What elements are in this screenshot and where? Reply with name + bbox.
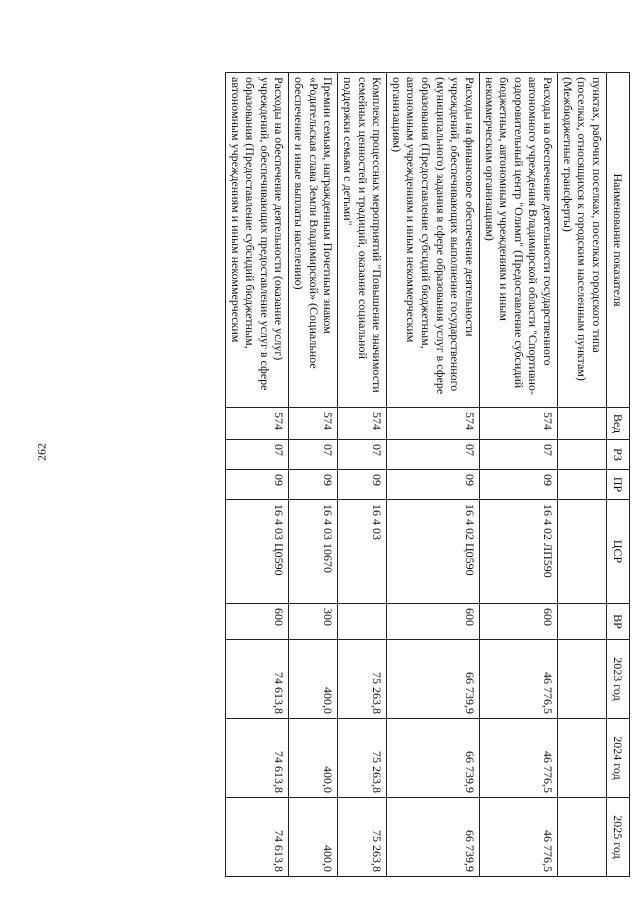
row-pr: 09	[338, 470, 387, 500]
row-2024	[558, 719, 607, 798]
page-number: 262	[34, 443, 49, 461]
row-rz	[558, 440, 607, 470]
table-row	[480, 73, 558, 877]
row-2025: 66 739,9	[387, 798, 480, 877]
row-vr: 600	[387, 604, 480, 640]
row-vr: 300	[289, 604, 338, 640]
row-csr	[558, 500, 607, 604]
row-2024: 400,0	[289, 719, 338, 798]
table-row	[226, 73, 290, 877]
row-vr: 600	[480, 604, 558, 640]
row-2023	[558, 640, 607, 719]
header-rz: РЗ	[607, 440, 630, 470]
row-vr	[338, 604, 387, 640]
row-name: Расходы на обеспечение деятельности государственного автономного учреждения Владимирской области "Спортивно-оздоровительный центр "Олимп" (Предоставление субсидий бюджетным, автономным учреждениям и иным некоммерческим организациям)	[480, 73, 558, 408]
row-name: Расходы на обеспечение деятельности (оказание услуг) учреждений, обеспечивающих предоставление услуг в сфере образования (Предоставление субсидий бюджетным, автономным учреждениям и иным некоммерческим	[226, 73, 290, 408]
row-pr: 09	[387, 470, 480, 500]
row-rz: 07	[338, 440, 387, 470]
header-2024: 2024 год	[607, 719, 630, 798]
row-pr: 09	[226, 470, 290, 500]
row-rz: 07	[289, 440, 338, 470]
row-name: Расходы на финансовое обеспечение деятельности учреждений, обеспечивающих выполнение государственного (муниципального) задания в сфере образования услуг в сфере образования (Предоставление субсидий бюджетным, автономным учреждениям и иным некоммерческим организациям)	[387, 73, 480, 408]
row-2023: 66 739,9	[387, 640, 480, 719]
table-row	[289, 73, 338, 877]
row-2024: 74 613,8	[226, 719, 290, 798]
row-rz: 07	[480, 440, 558, 470]
header-csr: ЦСР	[607, 500, 630, 604]
header-ved: Вед	[607, 408, 630, 440]
row-name: Комплекс процессных мероприятий "Повышение значимости семейных ценностей и традиций, оказание социальной поддержки семьям с детьми"	[338, 73, 387, 408]
row-rz: 07	[387, 440, 480, 470]
row-2025: 75 263,8	[338, 798, 387, 877]
row-pr	[558, 470, 607, 500]
row-2023: 46 776,5	[480, 640, 558, 719]
row-pr: 09	[289, 470, 338, 500]
row-name: Премии семьям, награжденным Почетным знаком «Родительская слава Земли Владимирской» (Социальное обеспечение и иные выплаты населению)	[289, 73, 338, 408]
header-name: Наименование показателя	[607, 73, 630, 408]
row-csr: 16 4 02 Ц0590	[387, 500, 480, 604]
row-2025: 74 613,8	[226, 798, 290, 877]
table-row	[338, 73, 387, 877]
row-csr: 16 4 02 ЛП590	[480, 500, 558, 604]
header-pr: ПР	[607, 470, 630, 500]
row-2023: 75 263,8	[338, 640, 387, 719]
row-ved	[558, 408, 607, 440]
row-2023: 74 613,8	[226, 640, 290, 719]
budget-table	[225, 72, 630, 877]
table-row	[558, 73, 607, 877]
row-2024: 46 776,5	[480, 719, 558, 798]
row-rz: 07	[226, 440, 290, 470]
row-ved: 574	[338, 408, 387, 440]
row-vr	[558, 604, 607, 640]
row-ved: 574	[289, 408, 338, 440]
row-csr: 16 4 03 Ц0590	[226, 500, 290, 604]
table-header-row	[607, 73, 630, 877]
table-row	[387, 73, 480, 877]
row-pr: 09	[480, 470, 558, 500]
header-vr: ВР	[607, 604, 630, 640]
header-2025: 2025 год	[607, 798, 630, 877]
row-2024: 66 739,9	[387, 719, 480, 798]
row-2024: 75 263,8	[338, 719, 387, 798]
row-csr: 16 4 03	[338, 500, 387, 604]
row-ved: 574	[226, 408, 290, 440]
rotated-table-wrapper	[75, 72, 630, 877]
row-2025	[558, 798, 607, 877]
rotated-page-area	[75, 72, 630, 877]
header-2023: 2023 год	[607, 640, 630, 719]
row-name: пунктах, рабочих поселках, поселках городского типа (поселках, относящихся к городским населенным пунктам) (Межбюджетные трансферты)	[558, 73, 607, 408]
row-csr: 16 4 03 10670	[289, 500, 338, 604]
row-ved: 574	[480, 408, 558, 440]
row-vr: 600	[226, 604, 290, 640]
row-2025: 46 776,5	[480, 798, 558, 877]
row-2025: 400,0	[289, 798, 338, 877]
row-ved: 574	[387, 408, 480, 440]
row-2023: 400,0	[289, 640, 338, 719]
